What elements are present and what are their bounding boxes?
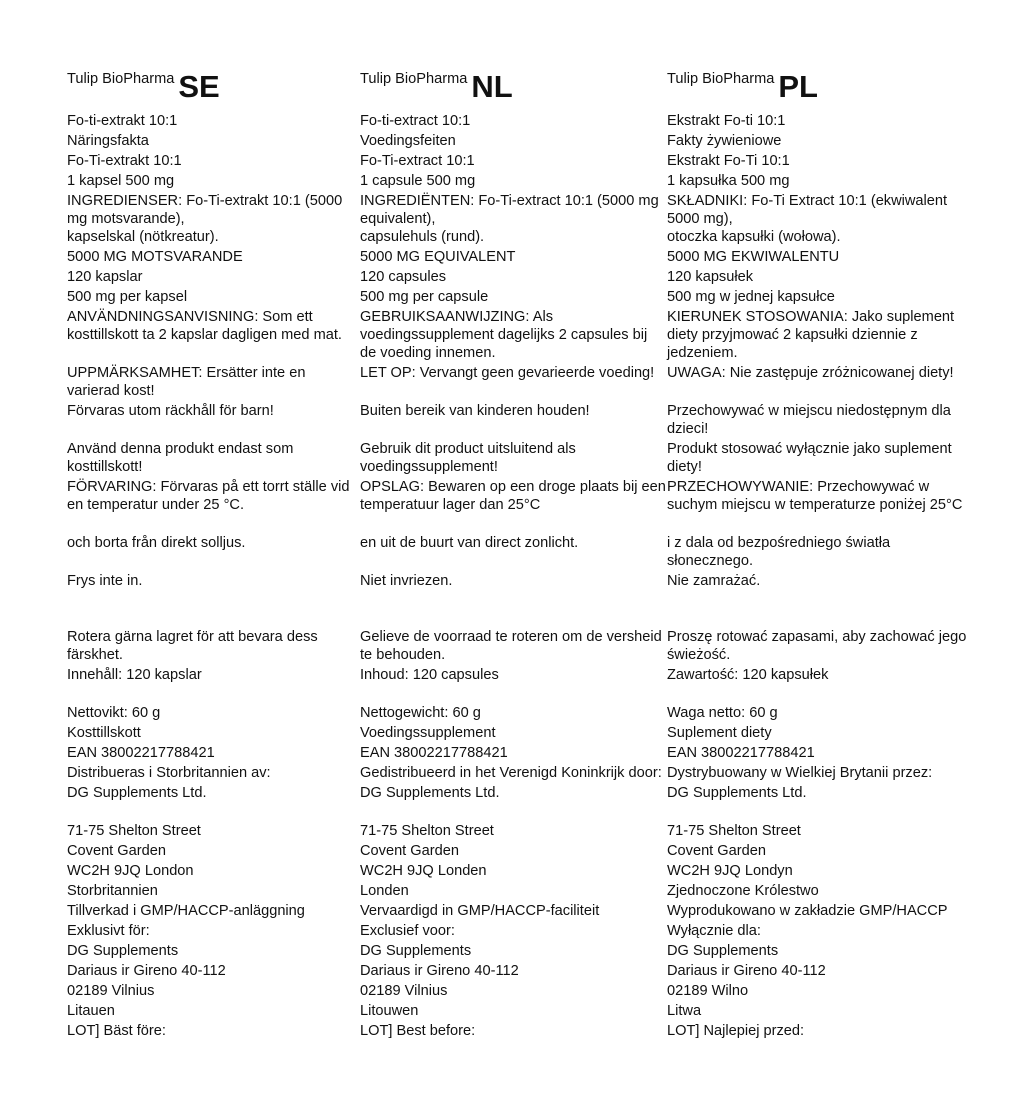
brand-name: Tulip BioPharma [667,71,775,87]
label-line: 02189 Vilnius [67,983,155,999]
label-line: Zawartość: 120 kapsułek [667,667,829,683]
label-line: i z dala od bezpośredniego światła słonecznego. [667,535,891,569]
label-line: Litauen [67,1003,115,1019]
label-line: 71-75 Shelton Street [360,823,494,839]
label-line: ANVÄNDNINGSANVISNING: Som ett kosttillskott ta 2 kapslar dagligen med mat. [67,309,342,343]
label-line: LET OP: Vervangt geen gevarieerde voeding! [360,365,655,381]
label-line: Dariaus ir Gireno 40-112 [67,963,226,979]
label-line: Fo-Ti-extract 10:1 [360,153,475,169]
label-line: Rotera gärna lagret för att bevara dess färskhet. [67,629,318,663]
brand-name: Tulip BioPharma [360,71,468,87]
label-line: en uit de buurt van direct zonlicht. [360,535,579,551]
label-line: Wyprodukowano w zakładzie GMP/HACCP [667,903,948,919]
label-line: Tillverkad i GMP/HACCP-anläggning [67,903,305,919]
label-line: 02189 Wilno [667,983,749,999]
label-line: Gedistribueerd in het Verenigd Koninkrijk door: [360,765,662,781]
label-line: WC2H 9JQ Londyn [667,863,793,879]
language-code: SE [178,69,220,104]
label-line: Storbritannien [67,883,158,899]
column-se [67,64,360,1042]
column-header [667,64,967,112]
label-line: Covent Garden [67,843,166,859]
label-line: Använd denna produkt endast som kosttillskott! [67,441,294,475]
label-line: Vervaardigd in GMP/HACCP-faciliteit [360,903,600,919]
label-line: Ekstrakt Fo-ti 10:1 [667,113,786,129]
language-code: PL [778,69,818,104]
label-line: 500 mg per kapsel [67,289,188,305]
label-line: DG Supplements [67,943,179,959]
label-line: Frys inte in. [67,573,143,589]
label-line: Innehåll: 120 kapslar [67,667,202,683]
label-line: Niet invriezen. [360,573,453,589]
label-line: Exklusivt för: [67,923,150,939]
label-line: EAN 38002217788421 [67,745,215,761]
label-line: Fo-ti-extract 10:1 [360,113,471,129]
label-line: LOT] Najlepiej przed: [667,1023,805,1039]
label-line: WC2H 9JQ Londen [360,863,487,879]
label-line: Produkt stosować wyłącznie jako suplement diety! [667,441,952,475]
label-line: Dariaus ir Gireno 40-112 [360,963,519,979]
label-line: Dariaus ir Gireno 40-112 [667,963,826,979]
label-line: Wyłącznie dla: [667,923,761,939]
label-line: Londen [360,883,409,899]
label-line: Nie zamrażać. [667,573,761,589]
label-text-block [67,112,360,1040]
label-line: Gelieve de voorraad te roteren om de versheid te behouden. [360,629,662,663]
label-line: Proszę rotować zapasami, aby zachować jego świeżość. [667,629,967,663]
label-line: WC2H 9JQ London [67,863,194,879]
language-code: NL [471,69,513,104]
label-line: Näringsfakta [67,133,149,149]
label-line: 5000 MG MOTSVARANDE [67,249,243,265]
label-line: Ekstrakt Fo-Ti 10:1 [667,153,790,169]
label-line: Fakty żywieniowe [667,133,782,149]
label-line: 5000 MG EQUIVALENT [360,249,516,265]
label-line: UWAGA: Nie zastępuje zróżnicowanej diety! [667,365,954,381]
label-line: Nettovikt: 60 g [67,705,161,721]
label-line: 1 kapsel 500 mg [67,173,175,189]
brand-name: Tulip BioPharma [67,71,175,87]
label-line: 5000 MG EKWIWALENTU [667,249,840,265]
label-line: PRZECHOWYWANIE: Przechowywać w suchym miejscu w temperaturze poniżej 25°C [667,479,963,513]
label-text-block [667,112,967,1040]
label-line: Covent Garden [667,843,766,859]
label-line: EAN 38002217788421 [667,745,815,761]
label-line: Buiten bereik van kinderen houden! [360,403,590,419]
label-line: 120 capsules [360,269,447,285]
label-line: 71-75 Shelton Street [667,823,801,839]
label-line: DG Supplements [667,943,779,959]
label-line: INGREDIËNTEN: Fo-Ti-extract 10:1 (5000 mg equivalent), capsulehuls (rund). [360,193,659,245]
column-header [360,64,667,112]
label-line: DG Supplements Ltd. [67,785,207,801]
label-line: 1 kapsułka 500 mg [667,173,790,189]
label-line: 120 kapslar [67,269,143,285]
label-line: Fo-Ti-extrakt 10:1 [67,153,182,169]
column-nl [360,64,667,1042]
label-line: Kosttillskott [67,725,141,741]
label-line: KIERUNEK STOSOWANIA: Jako suplement diety przyjmować 2 kapsułki dziennie z jedzeniem. [667,309,955,361]
label-text-block [360,112,667,1040]
label-line: 500 mg w jednej kapsułce [667,289,835,305]
label-line: EAN 38002217788421 [360,745,508,761]
label-line: GEBRUIKSAANWIJZING: Als voedingssupplement dagelijks 2 capsules bij de voeding innemen. [360,309,648,361]
label-line: Waga netto: 60 g [667,705,778,721]
label-line: Covent Garden [360,843,459,859]
label-line: UPPMÄRKSAMHET: Ersätter inte en varierad kost! [67,365,306,399]
label-line: DG Supplements Ltd. [667,785,807,801]
label-line: Przechowywać w miejscu niedostępnym dla dzieci! [667,403,951,437]
column-pl [667,64,967,1042]
label-line: Voedingsfeiten [360,133,456,149]
label-line: 1 capsule 500 mg [360,173,476,189]
label-line: OPSLAG: Bewaren op een droge plaats bij een temperatuur lager dan 25°C [360,479,666,513]
label-line: Voedingssupplement [360,725,496,741]
label-line: Nettogewicht: 60 g [360,705,481,721]
label-line: 71-75 Shelton Street [67,823,201,839]
label-line: LOT] Best before: [360,1023,476,1039]
label-line: Exclusief voor: [360,923,455,939]
label-line: DG Supplements [360,943,472,959]
label-line: FÖRVARING: Förvaras på ett torrt ställe vid en temperatur under 25 °C. [67,479,350,513]
label-line: Suplement diety [667,725,772,741]
label-line: DG Supplements Ltd. [360,785,500,801]
label-line: SKŁADNIKI: Fo-Ti Extract 10:1 (ekwiwalent 5000 mg), otoczka kapsułki (wołowa). [667,193,948,245]
label-line: Distribueras i Storbritannien av: [67,765,271,781]
label-line: LOT] Bäst före: [67,1023,166,1039]
label-line: Litwa [667,1003,702,1019]
label-line: Litouwen [360,1003,419,1019]
label-line: Förvaras utom räckhåll för barn! [67,403,274,419]
label-line: Zjednoczone Królestwo [667,883,819,899]
column-header [67,64,360,112]
label-line: 120 kapsułek [667,269,754,285]
label-line: Dystrybuowany w Wielkiej Brytanii przez: [667,765,933,781]
label-line: Fo-ti-extrakt 10:1 [67,113,178,129]
label-line: Gebruik dit product uitsluitend als voedingssupplement! [360,441,576,475]
label-line: INGREDIENSER: Fo-Ti-extrakt 10:1 (5000 mg motsvarande), kapselskal (nötkreatur). [67,193,343,245]
label-line: Inhoud: 120 capsules [360,667,499,683]
label-line: och borta från direkt solljus. [67,535,246,551]
label-line: 02189 Vilnius [360,983,448,999]
label-line: 500 mg per capsule [360,289,489,305]
